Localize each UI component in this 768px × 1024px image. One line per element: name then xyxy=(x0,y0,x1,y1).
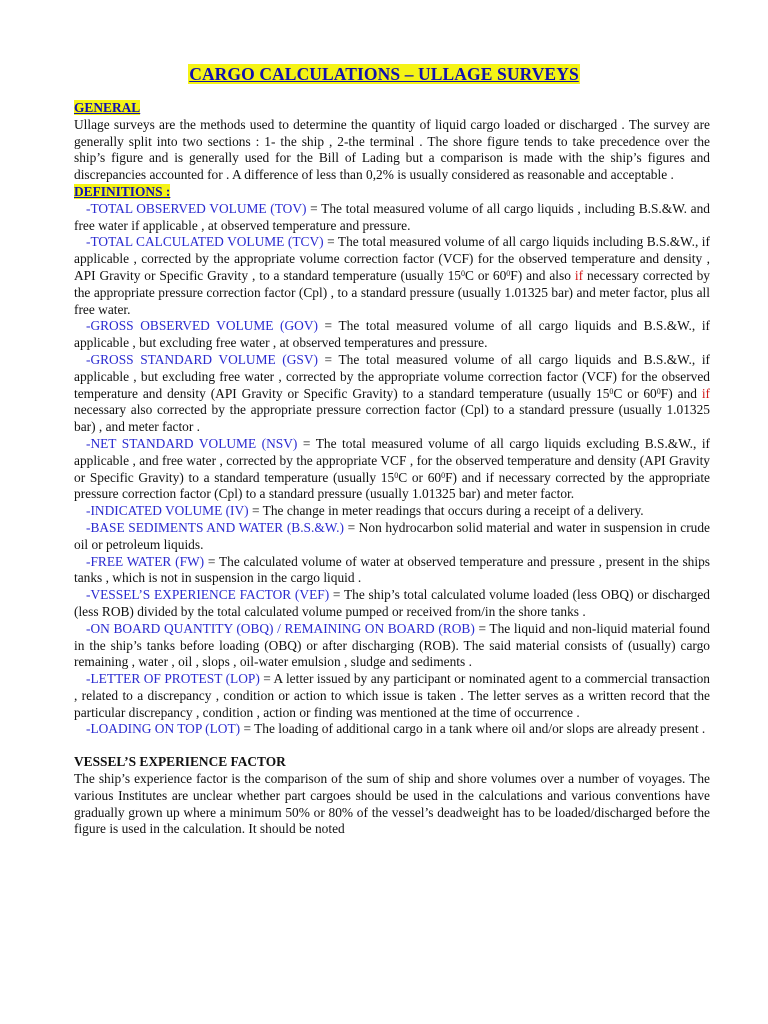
definitions-heading: DEFINITIONS : xyxy=(74,183,171,199)
definition-lot-text: = The loading of additional cargo in a tank where oil and/or slops are already present . xyxy=(240,721,706,737)
definition-nsv xyxy=(74,436,710,503)
vef-section-paragraph: The ship’s experience factor is the comparison of the sum of ship and shore volumes over a number of voyages. The various Institutes are unclear whether part cargoes should be used in the calculations and various conventions have gradually grown up where a minimum 50% or 80% of the vessel’s deadweight has to be loaded/discharged before the figure is used in the calculation. It should be noted xyxy=(74,771,710,837)
definition-lot xyxy=(74,721,710,738)
definition-iv-text: = The change in meter readings that occurs during a receipt of a delivery. xyxy=(248,503,644,519)
definition-tov-text: = The total measured volume of all cargo liquids , including B.S.&W. and free water if applicable , at observed temperature and pressure. xyxy=(74,200,710,233)
definition-iv xyxy=(74,503,710,520)
definition-vef xyxy=(74,587,710,621)
general-heading-line xyxy=(74,100,710,117)
definition-obq-rob-text: = The liquid and non-liquid material found in the ship’s tanks before loading (OBQ) or after discharging (ROB). The said material consists of (usually) cargo remaining , water , oil , slops , oil-water emulsion , sludge and sediments . xyxy=(74,620,710,670)
degree-superscript: 0 xyxy=(460,268,465,278)
term-lop: -LETTER OF PROTEST (LOP) xyxy=(86,671,260,687)
emphasis-if: if xyxy=(701,385,711,401)
definition-gsv-text-d: necessary also corrected by the appropriate pressure correction factor (Cpl) to a standard pressure (usually 1.01325 bar) , and meter factor . xyxy=(74,402,710,435)
general-paragraph: Ullage surveys are the methods used to determine the quantity of liquid cargo loaded or discharged . The survey are generally split into two sections : 1- the ship , 2-the terminal . The shore figure tends to take precedence over the ship’s figure and is generally used for the Bill of Lading but a comparison is made with the ship’s figures and discrepancies accounted for . A difference of less than 0,2% is usually considered as reasonable and acceptable . xyxy=(74,116,710,183)
definition-bsw-text: = Non hydrocarbon solid material and water in suspension in crude oil or petroleum liquids. xyxy=(74,519,710,552)
definition-nsv-text-b: C or 60 xyxy=(398,469,442,485)
definition-lop xyxy=(74,671,710,721)
definition-tcv-text-a: = The total measured volume of all cargo liquids including B.S.&W., if applicable , corrected by the appropriate volume correction factor (VCF) for the observed temperature and density , API Gravity or Specific Gravity , to a standard temperature (usually 15 xyxy=(74,234,710,283)
degree-superscript: 0 xyxy=(609,386,614,396)
definition-obq-rob xyxy=(74,621,710,671)
document-body xyxy=(74,100,710,838)
degree-superscript: 0 xyxy=(441,470,446,480)
term-tov: -TOTAL OBSERVED VOLUME (TOV) xyxy=(86,200,307,216)
degree-superscript: 0 xyxy=(506,268,511,278)
definition-gsv-text-a: = The total measured volume of all cargo liquids and B.S.&W., if applicable , but excluding free water , corrected by the appropriate volume correction factor (VCF) for the observed temperature and density (API Gravity or Specific Gravity) to a standard temperature (usually 15 xyxy=(74,351,711,401)
degree-superscript: 0 xyxy=(656,386,661,396)
definition-gsv-text-b: C or 60 xyxy=(613,385,657,401)
term-obq-rob: -ON BOARD QUANTITY (OBQ) / REMAINING ON BOARD (ROB) xyxy=(86,620,475,636)
definition-gov-text: = The total measured volume of all cargo liquids and B.S.&W., if applicable , but excluding free water , at observed temperatures and pressure. xyxy=(74,318,711,351)
term-vef: -VESSEL’S EXPERIENCE FACTOR (VEF) xyxy=(86,587,330,603)
definition-nsv-text-a: = The total measured volume of all cargo liquids excluding B.S.&W., if applicable , and free water , corrected by the appropriate VCF , for the observed temperature and density (API Gravity or Specific Gravity) to a standard temperature (usually 15 xyxy=(74,435,711,485)
vef-section-heading: VESSEL’S EXPERIENCE FACTOR xyxy=(74,754,286,770)
term-gov: -GROSS OBSERVED VOLUME (GOV) xyxy=(86,318,318,334)
term-bsw: -BASE SEDIMENTS AND WATER (B.S.&W.) xyxy=(86,519,344,535)
page-title-wrap xyxy=(0,64,768,85)
definition-nsv-text-c: F) and if necessary corrected by the appropriate pressure correction factor (Cpl) to a standard pressure (usually 1.01325 bar) and meter factor. xyxy=(74,469,710,502)
definition-tov xyxy=(74,201,710,235)
definition-gsv-text-c: F) and xyxy=(660,385,702,401)
definition-lop-text: = A letter issued by any participant or nominated agent to a commercial transaction , related to a discrepancy , condition or action to which issue is taken . The letter serves as a written record that the particular discrepancy , condition , action or finding was mentioned at the time of occurrence . xyxy=(74,671,710,720)
definition-tcv-text-b: C or 60 xyxy=(464,267,507,283)
term-fw: -FREE WATER (FW) xyxy=(86,553,205,569)
definition-tcv-text-d: necessary corrected by the appropriate pressure correction factor (Cpl) , to a standard pressure (usually 1.01325 bar) and meter factor, plus all free water. xyxy=(74,267,711,317)
term-lot: -LOADING ON TOP (LOT) xyxy=(86,721,241,737)
definition-fw xyxy=(74,554,710,588)
emphasis-if: if xyxy=(574,267,584,283)
definition-bsw xyxy=(74,520,710,554)
degree-superscript: 0 xyxy=(394,470,399,480)
term-iv: -INDICATED VOLUME (IV) xyxy=(86,503,249,519)
definitions-heading-line xyxy=(74,184,710,201)
term-nsv: -NET STANDARD VOLUME (NSV) xyxy=(86,435,298,451)
definition-vef-text: = The ship’s total calculated volume loaded (less OBQ) or discharged (less ROB) divided by the total calculated volume pumped or received from/in the shore tanks . xyxy=(74,587,710,619)
definition-tcv xyxy=(74,234,710,318)
term-tcv: -TOTAL CALCULATED VOLUME (TCV) xyxy=(86,234,324,250)
definition-gov xyxy=(74,318,710,352)
definition-gsv xyxy=(74,352,710,436)
definition-fw-text: = The calculated volume of water at observed temperature and pressure , present in the ships tanks , which is not in suspension in the cargo liquid . xyxy=(74,553,710,586)
term-gsv: -GROSS STANDARD VOLUME (GSV) xyxy=(86,351,318,367)
definition-tcv-text-c: F) and also xyxy=(510,267,575,283)
general-heading: GENERAL xyxy=(74,100,141,115)
page-title: CARGO CALCULATIONS – ULLAGE SURVEYS xyxy=(189,64,579,84)
section-spacer xyxy=(74,738,710,754)
